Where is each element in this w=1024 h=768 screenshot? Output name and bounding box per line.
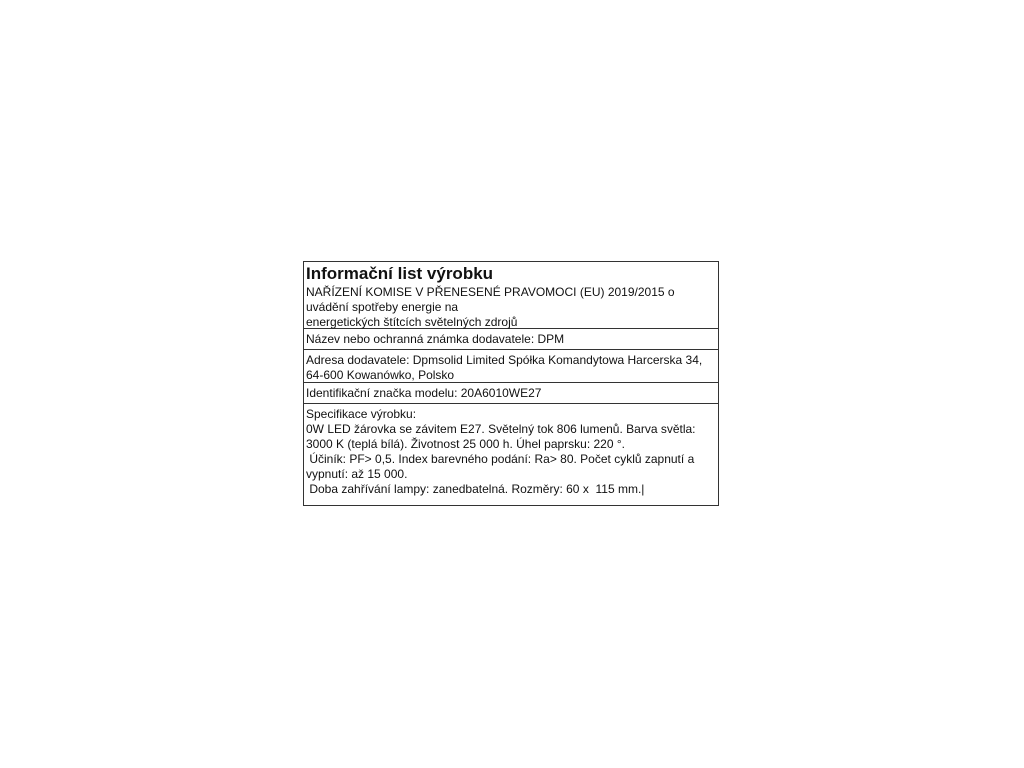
- spec-line: 0W LED žárovka se závitem E27. Světelný tok 806 lumenů. Barva světla:: [306, 422, 696, 436]
- spec-line: Specifikace výrobku:: [306, 407, 417, 421]
- address-line: Adresa dodavatele: Dpmsolid Limited Spółka Komandytowa Harcerska 34,: [306, 353, 703, 367]
- supplier-cell: [304, 329, 718, 350]
- regulation-line: uvádění spotřeby energie na: [306, 300, 459, 314]
- supplier-text: Název nebo ochranná známka dodavatele: DPM: [306, 332, 565, 346]
- sheet-title: Informační list výrobku: [306, 264, 494, 283]
- model-text: Identifikační značka modelu: 20A6010WE27: [306, 386, 542, 400]
- specification-cell: [304, 404, 718, 505]
- address-cell: [304, 350, 718, 383]
- regulation-line: energetických štítcích světelných zdrojů: [306, 315, 518, 329]
- product-information-sheet: [303, 261, 719, 506]
- model-cell: [304, 383, 718, 404]
- sheet-header-cell: [304, 262, 718, 329]
- spec-line: vypnutí: až 15 000.: [306, 467, 408, 481]
- regulation-line: NAŘÍZENÍ KOMISE V PŘENESENÉ PRAVOMOCI (EU) 2019/2015 o: [306, 285, 675, 299]
- address-line: 64-600 Kowanówko, Polsko: [306, 368, 455, 382]
- spec-line: Doba zahřívání lampy: zanedbatelná. Rozměry: 60 x 115 mm.|: [306, 482, 645, 496]
- spec-line: 3000 K (teplá bílá). Životnost 25 000 h. Úhel paprsku: 220 °.: [306, 437, 625, 451]
- spec-line: Účiník: PF> 0,5. Index barevného podání: Ra> 80. Počet cyklů zapnutí a: [306, 452, 695, 466]
